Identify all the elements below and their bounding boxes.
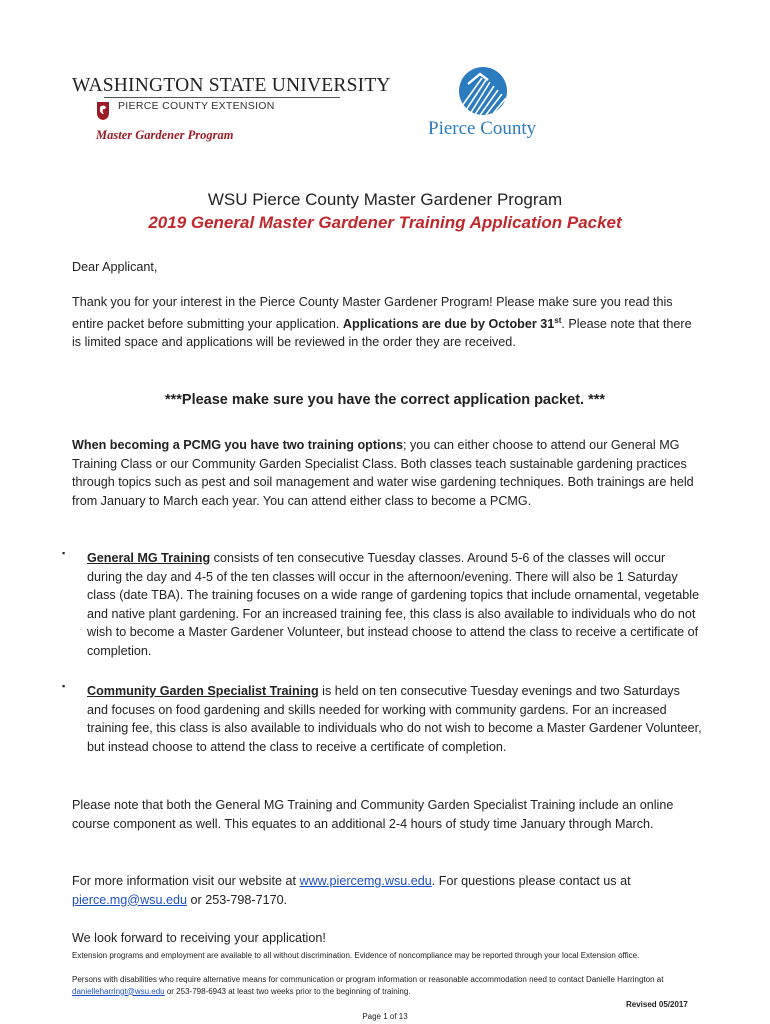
greeting: Dear Applicant,	[72, 260, 158, 274]
wsu-program-name: Master Gardener Program	[96, 128, 234, 142]
page-number: Page 1 of 13	[362, 1012, 408, 1021]
pierce-county-mountain-icon	[458, 66, 508, 116]
contact-text-b: . For questions please contact us at	[431, 874, 631, 888]
bullet-marker: ▪	[62, 681, 66, 691]
accommodation-text-a: Persons with disabilities who require alternative means for communication or program information or reasonable accommodation need to contact Danielle Harrington at	[72, 975, 664, 984]
training-options-lead: When becoming a PCMG you have two training options	[72, 438, 403, 452]
general-mg-training-item	[87, 549, 702, 661]
cougar-seal-icon	[96, 101, 110, 121]
intro-text-b: . Please note that there is limited space and applications will be reviewed in the order they are received.	[72, 316, 692, 350]
community-garden-training-title: Community Garden Specialist Training	[87, 684, 319, 698]
intro-text-a: Thank you for your interest in the Pierce County Master Gardener Program! Please make sure you read this entire packet before submitting your application.	[72, 295, 673, 331]
general-mg-training-text: consists of ten consecutive Tuesday classes. Around 5-6 of the classes will occur during the day and 4-5 of the ten classes will occur in the afternoon/evening. There will also be 1 Saturday class (date TBA). The training focuses on a wide range of gardening topics that include ornamental, vegetable and native plant gardening. For an increased training fee, this class is also available to individuals who do not wish to become a Master Gardener Volunteer, but instead choose to attend the class to receive a certificate of completion.	[87, 551, 700, 658]
program-title: WSU Pierce County Master Gardener Program	[207, 190, 563, 209]
wsu-extension: PIERCE COUNTY EXTENSION	[118, 100, 275, 112]
wsu-logo	[72, 75, 391, 142]
contact-text-a: For more information visit our website at	[72, 874, 300, 888]
website-link[interactable]: www.piercemg.wsu.edu	[299, 874, 432, 888]
packet-title: 2019 General Master Gardener Training Application Packet	[148, 213, 622, 232]
online-component-note: Please note that both the General MG Training and Community Garden Specialist Training include an online course component as well. This equates to an additional 2-4 hours of study time January through March.	[72, 798, 674, 831]
community-garden-training-item	[87, 682, 702, 756]
correct-packet-notice: ***Please make sure you have the correct application packet. ***	[164, 392, 606, 408]
closing-line: We look forward to receiving your application!	[72, 931, 326, 945]
wsu-name: WASHINGTON STATE UNIVERSITY	[72, 75, 391, 96]
due-date: Applications are due by October 31	[342, 316, 555, 331]
due-date-suffix: st	[554, 315, 562, 325]
revised-date: Revised 05/2017	[626, 1000, 688, 1009]
training-options-paragraph	[72, 436, 702, 510]
accommodation-email-link[interactable]: danielleharringt@wsu.edu	[72, 986, 165, 996]
email-link[interactable]: pierce.mg@wsu.edu	[72, 892, 187, 907]
accommodation-notice	[72, 974, 712, 997]
nondiscrimination-notice: Extension programs and employment are available to all without discrimination. Evidence of noncompliance may be reported through your local Extension office.	[72, 951, 640, 960]
bullet-marker: ▪	[62, 548, 66, 558]
pierce-county-name: Pierce County	[428, 118, 537, 139]
community-garden-training-text: is held on ten consecutive Tuesday evenings and two Saturdays and focuses on food gardening and skills needed for working with community gardens. For an increased training fee, this class is also available to individuals who do not wish to become a Master Gardener Volunteer, but instead choose to attend the class to receive a certificate of completion.	[87, 684, 702, 754]
contact-text-c: or 253-798-7170.	[187, 892, 288, 907]
intro-paragraph	[72, 293, 702, 352]
wsu-divider	[104, 97, 340, 98]
contact-paragraph	[72, 872, 702, 909]
accommodation-text-b: or 253-798-6943 at least two weeks prior to the beginning of training.	[164, 986, 411, 996]
pierce-county-logo	[428, 66, 538, 142]
training-options-text: ; you can either choose to attend our General MG Training Class or our Community Garden Specialist Class. Both classes teach sustainable gardening practices through topics such as pest and soil management and water wise gardening techniques. Both trainings are held from January to March each year. You can attend either class to become a PCMG.	[72, 438, 694, 508]
general-mg-training-title: General MG Training	[87, 551, 211, 565]
